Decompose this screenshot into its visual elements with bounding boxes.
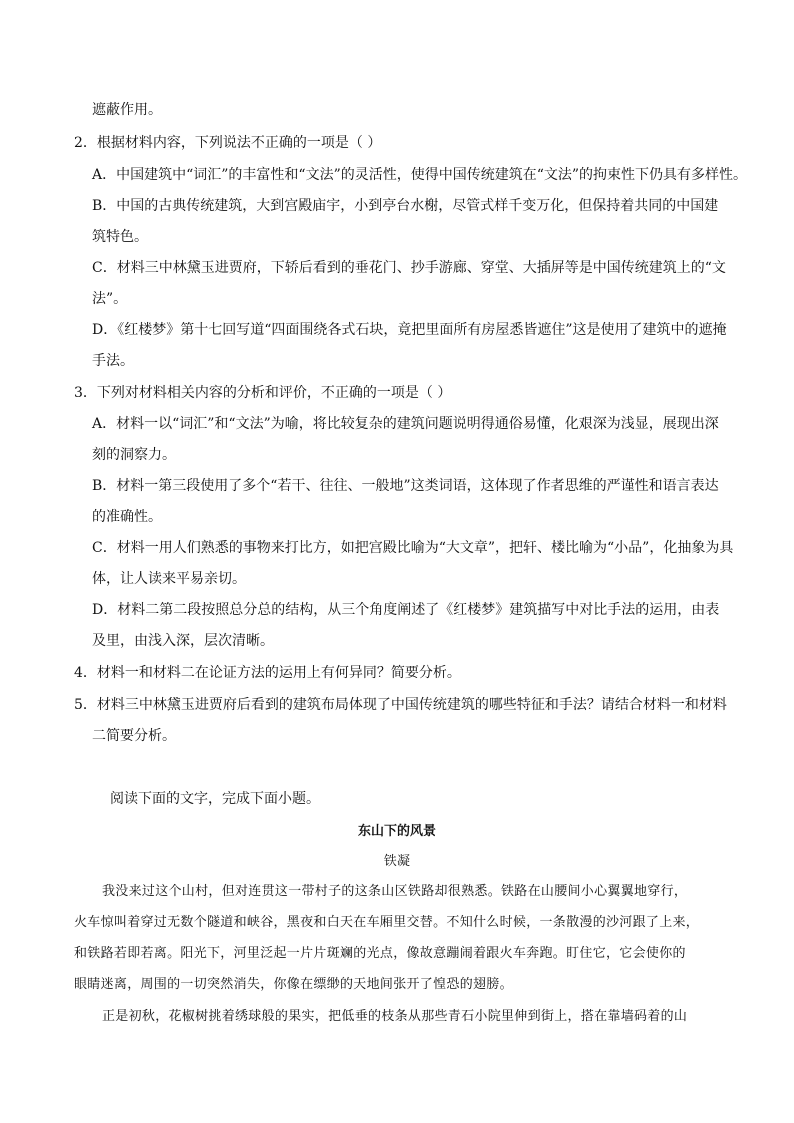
- question-2-option-c: C．材料三中林黛玉进贾府，下轿后看到的垂花门、抄手游廊、穿堂、大插屏等是中国传统建筑上的“文: [92, 260, 726, 276]
- question-3-option-c-cont: 体，让人读来平易亲切。: [92, 571, 246, 587]
- reading-instruction: 阅读下面的文字，完成下面小题。: [110, 791, 320, 807]
- question-3-option-a-cont: 刻的洞察力。: [92, 447, 176, 463]
- passage-paragraph-1-line-3: 和铁路若即若离。阳光下，河里泛起一片片斑斓的光点，像故意蹦闹着跟火车奔跑。盯住它，它会使你的: [74, 946, 686, 961]
- question-2-option-d-cont: 手法。: [92, 353, 134, 369]
- question-3-option-b-cont: 的准确性。: [92, 509, 162, 525]
- question-3-stem: 3．下列对材料相关内容的分析和评价，不正确的一项是（ ）: [74, 385, 452, 401]
- question-3-option-d: D．材料二第二段按照总分总的结构，从三个角度阐述了《红楼梦》建筑描写中对比手法的运用，由表: [92, 602, 720, 618]
- question-3-option-b: B．材料一第三段使用了多个“若干、往往、一般地”这类词语，这体现了作者思维的严谨性和语言表达: [92, 478, 719, 494]
- passage-paragraph-1-line-4: 眼睛迷离，周围的一切突然消失，你像在缥缈的天地间张开了惶恐的翅膀。: [74, 977, 513, 992]
- question-2-option-c-cont: 法”。: [92, 291, 128, 307]
- question-2-option-b: B．中国的古典传统建筑，大到宫殿庙宇，小到亭台水榭，尽管式样千变万化，但保持着共同的中国建: [92, 198, 719, 214]
- question-5-stem: 5．材料三中林黛玉进贾府后看到的建筑布局体现了中国传统建筑的哪些特征和手法？请结合材料一和材料: [74, 697, 727, 713]
- question-3-option-d-cont: 及里，由浅入深，层次清晰。: [92, 633, 274, 649]
- continuation-text: 遮蔽作用。: [92, 102, 162, 118]
- question-4-stem: 4．材料一和材料二在论证方法的运用上有何异同？简要分析。: [74, 665, 461, 681]
- question-3-option-a: A．材料一以“词汇”和“文法”为喻，将比较复杂的建筑问题说明得通俗易懂，化艰深为浅显，展现出深: [92, 416, 719, 432]
- question-2-option-d: D．《红楼梦》第十七回写道“四面围绕各式石块，竟把里面所有房屋悉皆遮住”这是使用了建筑中的遮掩: [92, 322, 727, 338]
- passage-title: 东山下的风景: [357, 824, 436, 839]
- passage-paragraph-1-line-1: 我没来过这个山村，但对连贯这一带村子的这条山区铁路却很熟悉。铁路在山腰间小心翼翼地穿行，: [102, 884, 688, 899]
- question-5-stem-cont: 二简要分析。: [92, 728, 176, 744]
- question-2-stem: 2．根据材料内容，下列说法不正确的一项是（ ）: [74, 135, 382, 151]
- passage-paragraph-2-line-1: 正是初秋，花椒树挑着绣球般的果实，把低垂的枝条从那些青石小院里伸到街上，搭在靠墙码着的山: [102, 1009, 688, 1024]
- question-2-option-a: A．中国建筑中“词汇”的丰富性和“文法”的灵活性，使得中国传统建筑在“文法”的拘束性下仍具有多样性。: [92, 167, 748, 183]
- question-3-option-c: C．材料一用人们熟悉的事物来打比方，如把宫殿比喻为“大文章”，把轩、楼比喻为“小品”，化抽象为具: [92, 540, 734, 556]
- passage-paragraph-1-line-2: 火车惊叫着穿过无数个隧道和峡谷，黑夜和白天在车厢里交替。不知什么时候，一条散漫的沙河跟了上来，: [74, 915, 700, 930]
- question-2-option-b-cont: 筑特色。: [92, 229, 148, 245]
- passage-author: 铁凝: [383, 854, 411, 869]
